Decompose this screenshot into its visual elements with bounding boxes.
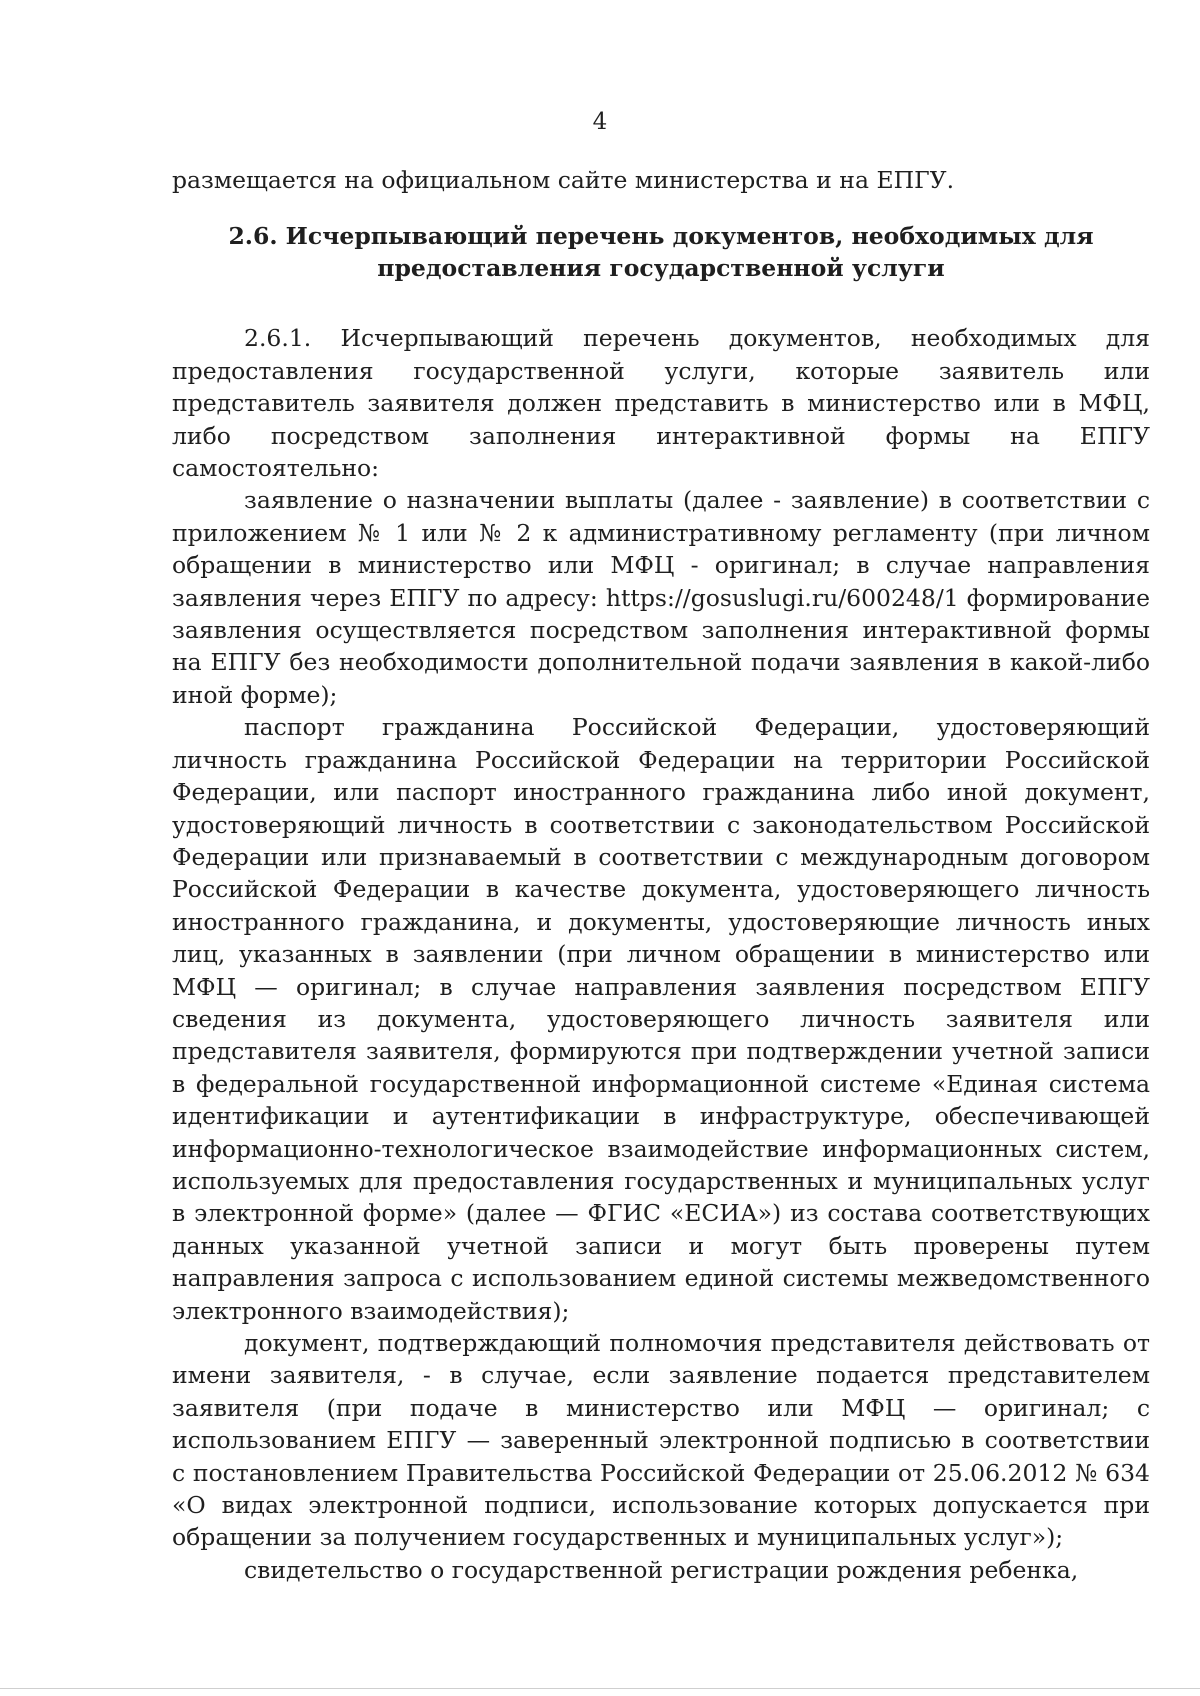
continuation-text: размещается на официальном сайте министерства и на ЕПГУ. xyxy=(172,166,955,194)
paragraph-birth-certificate: свидетельство о государственной регистрации рождения ребенка, xyxy=(244,1555,1079,1584)
page-number: 4 xyxy=(592,109,608,135)
section-heading: 2.6. Исчерпывающий перечень документов, необходимых для предоставления государственной услуги xyxy=(228,222,1094,283)
paragraph-2-6-1: 2.6.1. Исчерпывающий перечень документов, необходимых для предоставления государственной услуги, которые заявитель или представитель заявителя должен представить в министерство или в МФЦ, либо посредством заполнения интерактивной формы на ЕПГУ самостоятельно: xyxy=(172,324,1150,483)
paragraph-representative-document: документ, подтверждающий полномочия представителя действовать от имени заявителя, - в случае, если заявление подается представителем заявителя (при подаче в министерство или МФЦ — оригинал; с использованием ЕПГУ — заверенный электронной подписью в соответствии с постановлением Правительства Российской Федерации от 25.06.2012 № 634 «О видах электронной подписи, использование которых допускается при обращении за получением государственных и муниципальных услуг»); xyxy=(172,1329,1150,1552)
paragraph-passport: паспорт гражданина Российской Федерации, удостоверяющий личность гражданина Российской Федерации на территории Российской Федерации, или паспорт иностранного гражданина либо иной документ, удостоверяющий личность в соответствии с законодательством Российской Федерации или признаваемый в соответствии с международным договором Российской Федерации в качестве документа, удостоверяющего личность иностранного гражданина, и документы, удостоверяющие личность иных лиц, указанных в заявлении (при личном обращении в министерство или МФЦ — оригинал; в случае направления заявления посредством ЕПГУ сведения из документа, удостоверяющего личность заявителя или представителя заявителя, формируются при подтверждении учетной записи в федеральной государственной информационной системе «Единая система идентификации и аутентификации в инфраструктуре, обеспечивающей информационно-технологическое взаимодействие информационных систем, используемых для предоставления государственных и муниципальных услуг в электронной форме» (далее — ФГИС «ЕСИА») из состава соответствующих данных указанной учетной записи и могут быть проверены путем направления запроса с использованием единой системы межведомственного электронного взаимодействия); xyxy=(172,713,1150,1325)
paragraph-application: заявление о назначении выплаты (далее - заявление) в соответствии с приложением № 1 или № 2 к административному регламенту (при личном обращении в министерство или МФЦ - оригинал; в случае направления заявления через ЕПГУ по адресу: https://gosuslugi.ru/600248/1 формирование заявления осуществляется посредством заполнения интерактивной формы на ЕПГУ без необходимости дополнительной подачи заявления в какой-либо иной форме); xyxy=(172,486,1150,709)
document-body xyxy=(172,164,1150,1586)
bottom-rule xyxy=(0,1688,1200,1689)
